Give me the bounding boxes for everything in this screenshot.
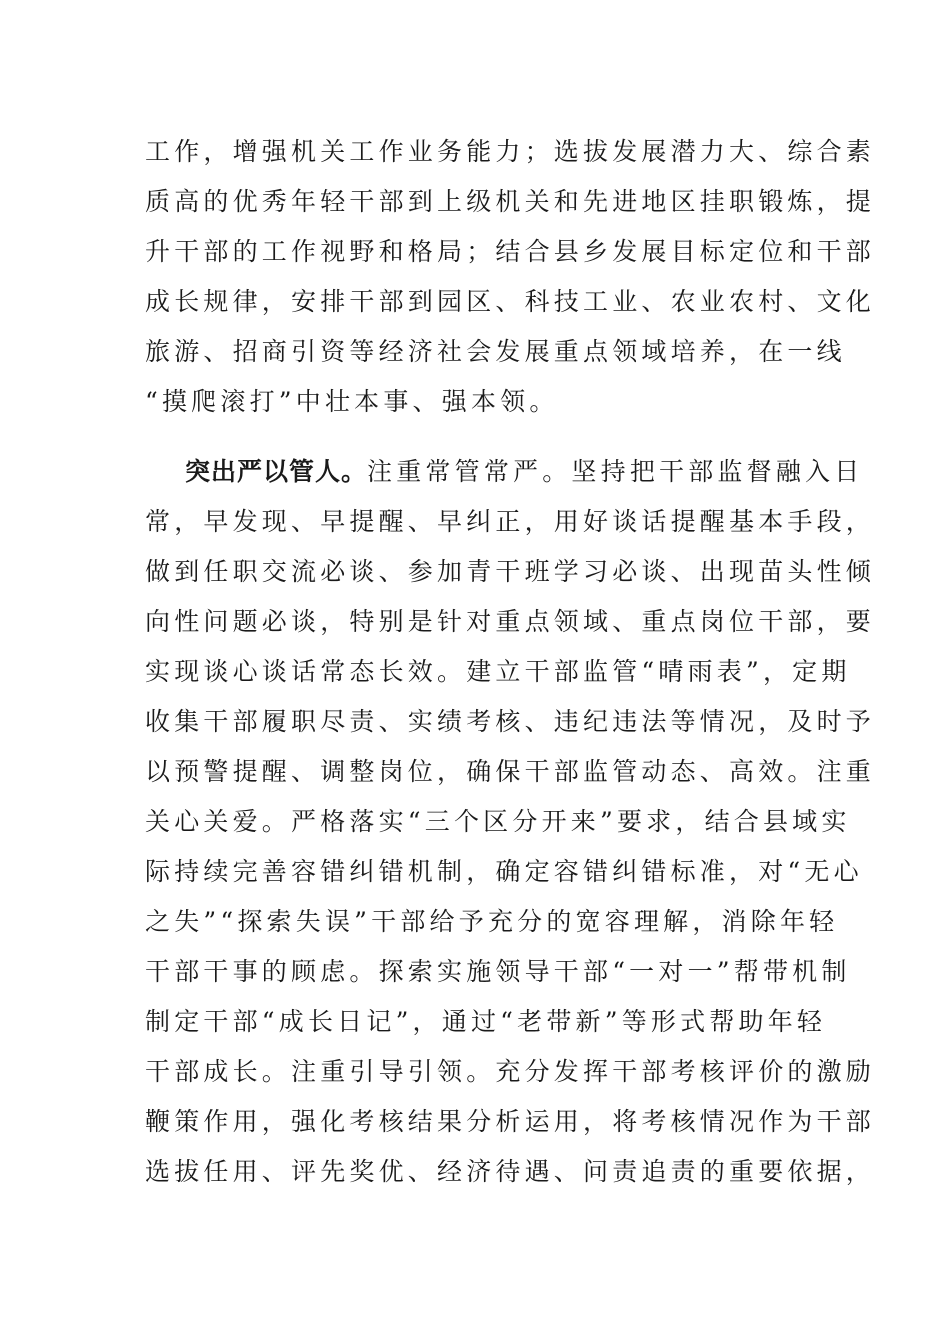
text-line: 升干部的工作视野和格局；结合县乡发展目标定位和干部 [145, 237, 876, 266]
text-line: 关心关爱。严格落实“三个区分开来”要求，结合县域实 [145, 807, 851, 836]
text-line: 选拔任用、评先奖优、经济待遇、问责追责的重要依据， [145, 1157, 876, 1186]
paragraph-2 [145, 447, 876, 1197]
text-line: 制定干部“成长日记”，通过“老带新”等形式帮助年轻 [145, 1007, 827, 1036]
text-line: 以预警提醒、调整岗位，确保干部监管动态、高效。注重 [145, 757, 876, 786]
heading-line-rest: 注重常管常严。坚持把干部监督融入日 [367, 457, 864, 486]
text-line: 成长规律，安排干部到园区、科技工业、农业农村、文化 [145, 287, 876, 316]
document-body [145, 127, 876, 1197]
paragraph-spacer [145, 427, 807, 447]
text-line: 际持续完善容错纠错机制，确定容错纠错标准，对“无心 [145, 857, 863, 886]
text-line: “摸爬滚打”中壮本事、强本领。 [145, 387, 559, 416]
text-line: 做到任职交流必谈、参加青干班学习必谈、出现苗头性倾 [145, 557, 876, 586]
text-line: 之失”“探索失误”干部给予充分的宽容理解，消除年轻 [145, 907, 839, 936]
text-line: 向性问题必谈，特别是针对重点领域、重点岗位干部，要 [145, 607, 876, 636]
text-line: 鞭策作用，强化考核结果分析运用，将考核情况作为干部 [145, 1107, 876, 1136]
text-line: 收集干部履职尽责、实绩考核、违纪违法等情况，及时予 [145, 707, 876, 736]
text-line-first [145, 447, 864, 497]
paragraph-heading: 突出严以管人。 [185, 457, 368, 486]
text-line: 质高的优秀年轻干部到上级机关和先进地区挂职锻炼，提 [145, 187, 876, 216]
paragraph-1 [145, 127, 876, 427]
text-line: 干部成长。注重引导引领。充分发挥干部考核评价的激励 [145, 1057, 876, 1086]
text-line: 常，早发现、早提醒、早纠正，用好谈话提醒基本手段， [145, 507, 876, 536]
text-line: 实现谈心谈话常态长效。建立干部监管“晴雨表”，定期 [145, 657, 851, 686]
text-line: 旅游、招商引资等经济社会发展重点领域培养，在一线 [145, 337, 846, 366]
text-line: 工作，增强机关工作业务能力；选拔发展潜力大、综合素 [145, 137, 876, 166]
text-line: 干部干事的顾虑。探索实施领导干部“一对一”帮带机制 [145, 957, 851, 986]
